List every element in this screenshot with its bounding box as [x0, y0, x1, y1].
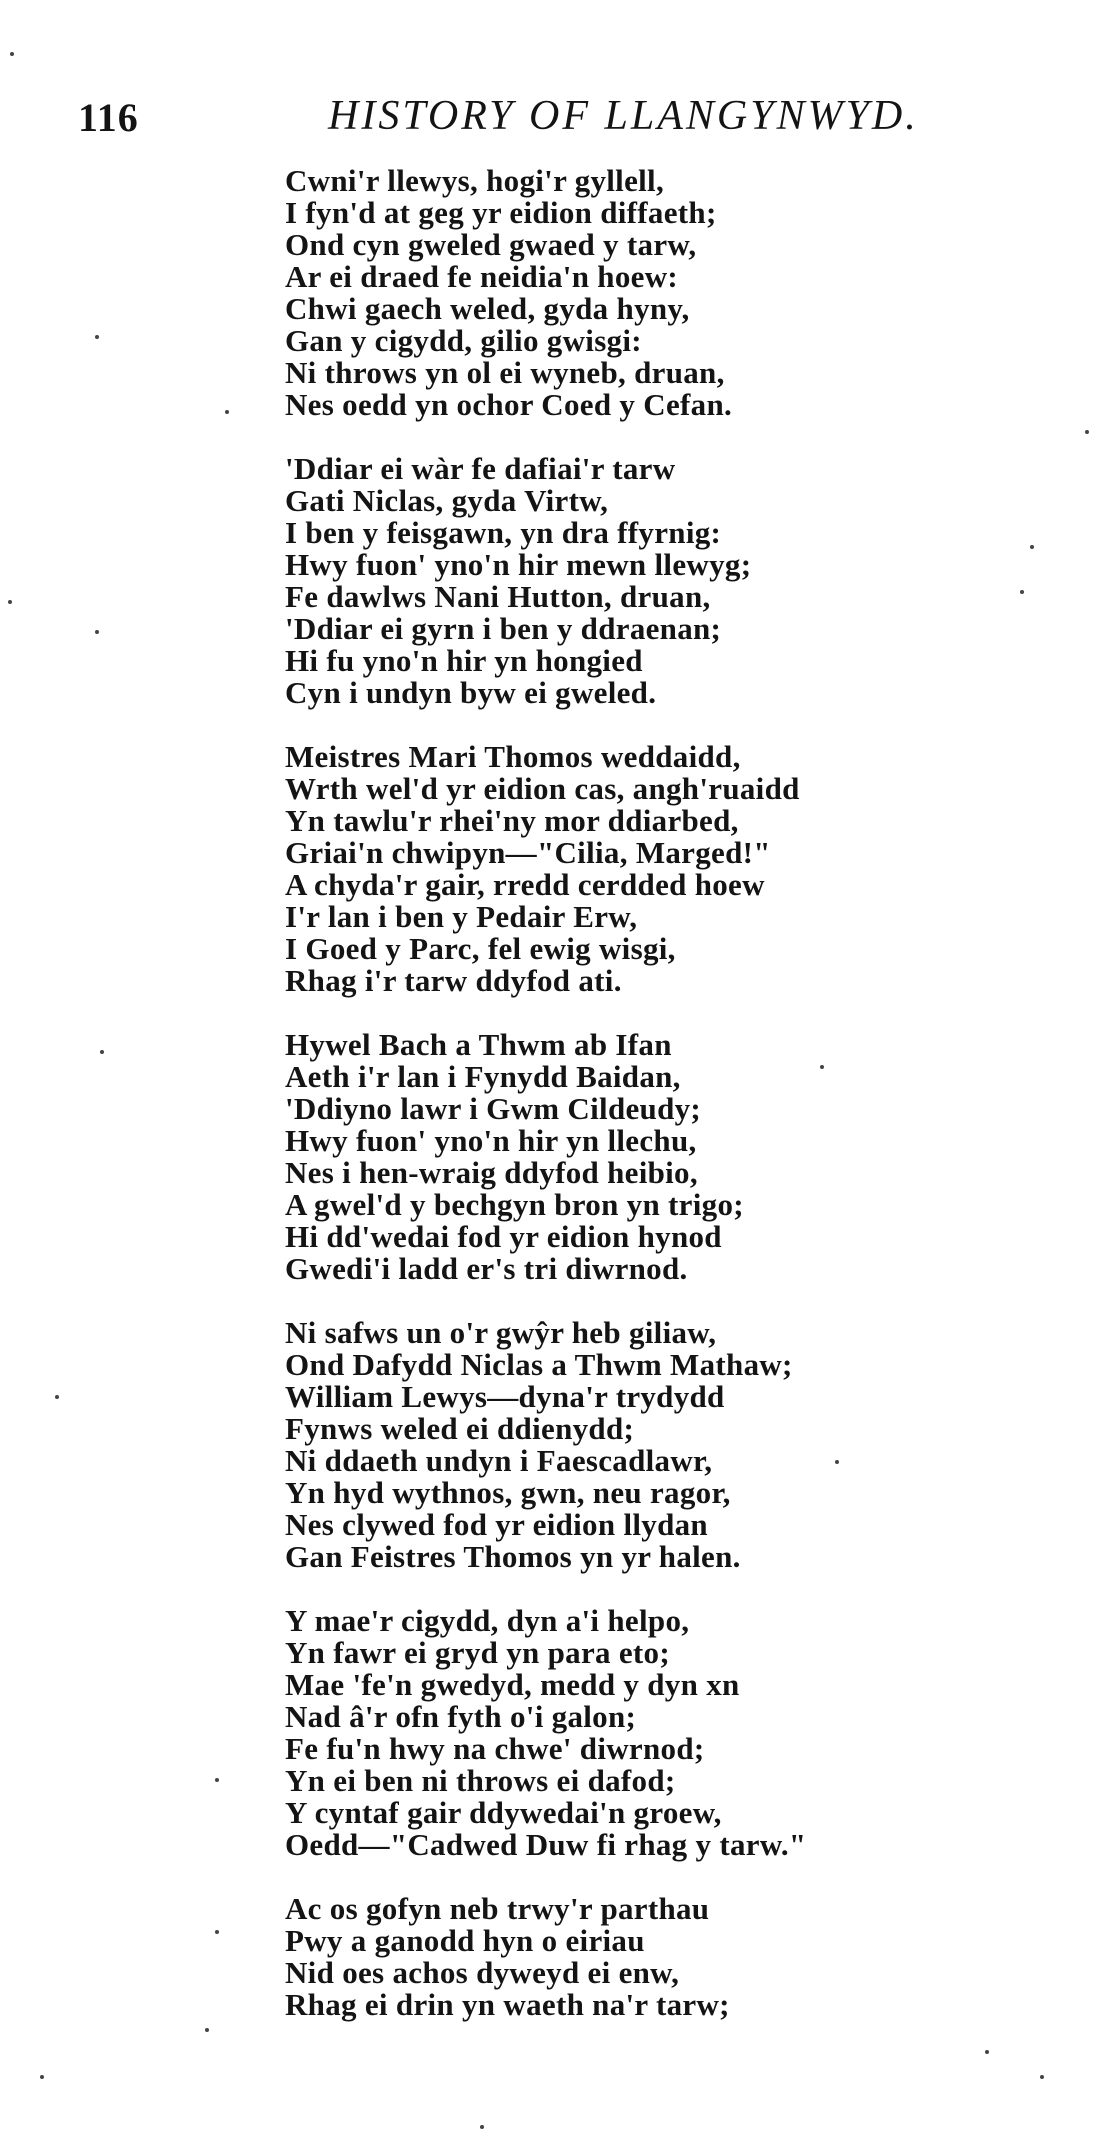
poem-line: A chyda'r gair, rredd cerdded hoew — [285, 867, 765, 902]
scan-speck — [215, 1778, 219, 1782]
poem-line: Rhag i'r tarw ddyfod ati. — [285, 963, 622, 998]
poem-line: Hywel Bach a Thwm ab Ifan — [285, 1027, 672, 1062]
scan-speck — [95, 630, 99, 634]
poem-line: Ni ddaeth undyn i Faescadlawr, — [285, 1443, 713, 1478]
scan-speck — [10, 52, 14, 56]
poem-line: Oedd—"Cadwed Duw fi rhag y tarw." — [285, 1827, 807, 1862]
scan-speck — [225, 410, 229, 414]
scan-speck — [205, 2028, 209, 2032]
poem-line: Gati Niclas, gyda Virtw, — [285, 483, 609, 518]
poem-line: Ac os gofyn neb trwy'r parthau — [285, 1891, 710, 1926]
poem-line: Ond Dafydd Niclas a Thwm Mathaw; — [285, 1347, 793, 1382]
stanza-5 — [285, 1317, 985, 1573]
poem-line: Aeth i'r lan i Fynydd Baidan, — [285, 1059, 681, 1094]
poem-line: Yn tawlu'r rhei'ny mor ddiarbed, — [285, 803, 739, 838]
poem — [285, 165, 985, 2021]
scan-speck — [985, 2050, 989, 2054]
poem-line: I fyn'd at geg yr eidion diffaeth; — [285, 195, 717, 230]
poem-line: William Lewys—dyna'r trydydd — [285, 1379, 725, 1414]
scan-speck — [215, 1930, 219, 1934]
poem-line: Y mae'r cigydd, dyn a'i helpo, — [285, 1603, 690, 1638]
running-title: HISTORY OF LLANGYNWYD. — [328, 93, 919, 139]
poem-line: I ben y feisgawn, yn dra ffyrnig: — [285, 515, 722, 550]
poem-line: 'Ddiar ei wàr fe dafiai'r tarw — [285, 451, 676, 486]
poem-line: Nes clywed fod yr eidion llydan — [285, 1507, 708, 1542]
poem-line: Hi fu yno'n hir yn hongied — [285, 643, 643, 678]
poem-line: Fynws weled ei ddienydd; — [285, 1411, 635, 1446]
poem-line: Wrth wel'd yr eidion cas, angh'ruaidd — [285, 771, 800, 806]
scan-speck — [1030, 545, 1034, 549]
poem-line: Griai'n chwipyn—"Cilia, Marged!" — [285, 835, 771, 870]
poem-line: Yn fawr ei gryd yn para eto; — [285, 1635, 670, 1670]
stanza-2 — [285, 453, 985, 709]
scan-speck — [55, 1395, 59, 1399]
poem-line: 'Ddiyno lawr i Gwm Cildeudy; — [285, 1091, 702, 1126]
poem-line: Nad â'r ofn fyth o'i galon; — [285, 1699, 637, 1734]
poem-line: Yn ei ben ni throws ei dafod; — [285, 1763, 676, 1798]
poem-line: Ni throws yn ol ei wyneb, druan, — [285, 355, 725, 390]
scan-speck — [95, 335, 99, 339]
poem-line: Mae 'fe'n gwedyd, medd y dyn xn — [285, 1667, 740, 1702]
page-number: 116 — [78, 95, 139, 140]
poem-line: Nes i hen-wraig ddyfod heibio, — [285, 1155, 698, 1190]
stanza-1 — [285, 165, 985, 421]
poem-line: Nes oedd yn ochor Coed y Cefan. — [285, 387, 733, 422]
poem-line: Fe dawlws Nani Hutton, druan, — [285, 579, 711, 614]
scan-speck — [480, 2125, 484, 2129]
stanza-6 — [285, 1605, 985, 1861]
poem-line: Rhag ei drin yn waeth na'r tarw; — [285, 1987, 730, 2022]
poem-line: Hwy fuon' yno'n hir yn llechu, — [285, 1123, 697, 1158]
poem-line: Gan Feistres Thomos yn yr halen. — [285, 1539, 741, 1574]
scan-speck — [100, 1050, 104, 1054]
stanza-4 — [285, 1029, 985, 1285]
poem-line: Fe fu'n hwy na chwe' diwrnod; — [285, 1731, 705, 1766]
scan-speck — [1040, 2075, 1044, 2079]
poem-line: Cwni'r llewys, hogi'r gyllell, — [285, 163, 665, 198]
scan-speck — [835, 1460, 839, 1464]
poem-line: I Goed y Parc, fel ewig wisgi, — [285, 931, 676, 966]
poem-line: Hi dd'wedai fod yr eidion hynod — [285, 1219, 722, 1254]
running-head — [78, 88, 1038, 148]
poem-line: 'Ddiar ei gyrn i ben y ddraenan; — [285, 611, 722, 646]
poem-line: Chwi gaech weled, gyda hyny, — [285, 291, 690, 326]
poem-line: Gan y cigydd, gilio gwisgi: — [285, 323, 642, 358]
poem-line: Ar ei draed fe neidia'n hoew: — [285, 259, 679, 294]
poem-line: Y cyntaf gair ddywedai'n groew, — [285, 1795, 722, 1830]
poem-line: Ond cyn gweled gwaed y tarw, — [285, 227, 697, 262]
poem-line: A gwel'd y bechgyn bron yn trigo; — [285, 1187, 744, 1222]
poem-line: Pwy a ganodd hyn o eiriau — [285, 1923, 645, 1958]
poem-line: Meistres Mari Thomos weddaidd, — [285, 739, 741, 774]
poem-line: Cyn i undyn byw ei gweled. — [285, 675, 657, 710]
scan-speck — [1020, 590, 1024, 594]
stanza-7 — [285, 1893, 985, 2021]
stanza-3 — [285, 741, 985, 997]
poem-line: I'r lan i ben y Pedair Erw, — [285, 899, 638, 934]
poem-line: Nid oes achos dyweyd ei enw, — [285, 1955, 680, 1990]
scan-speck — [8, 600, 12, 604]
poem-line: Yn hyd wythnos, gwn, neu ragor, — [285, 1475, 731, 1510]
scan-speck — [1085, 430, 1089, 434]
scan-speck — [820, 1065, 824, 1069]
poem-line: Hwy fuon' yno'n hir mewn llewyg; — [285, 547, 752, 582]
poem-line: Gwedi'i ladd er's tri diwrnod. — [285, 1251, 688, 1286]
poem-line: Ni safws un o'r gwŷr heb giliaw, — [285, 1315, 717, 1350]
scan-speck — [40, 2075, 44, 2079]
